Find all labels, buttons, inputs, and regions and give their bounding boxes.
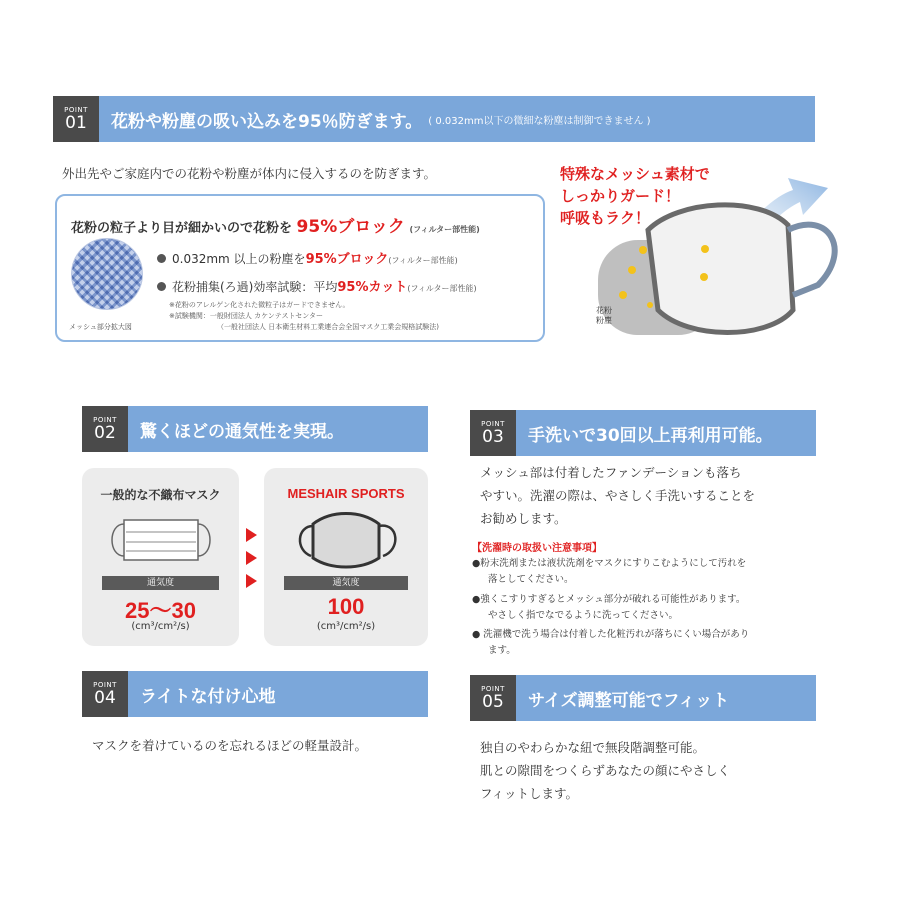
point-03-header xyxy=(470,410,816,456)
card-nonwoven-mask xyxy=(82,468,239,646)
point-04-body: マスクを着けているのを忘れるほどの軽量設計。 xyxy=(92,738,368,753)
bullet-pollen xyxy=(157,276,477,295)
callout-line-3: 呼吸もラク！ xyxy=(560,209,651,227)
point-04-badge xyxy=(82,671,128,717)
caution-2-line-a: ●強くこすりすぎるとメッシュ部分が破れる可能性があります。 xyxy=(472,594,746,605)
card-meshair xyxy=(264,468,428,646)
point-01-title-note: ( 0.032mm以下の微細な粉塵は制御できません ) xyxy=(428,115,651,127)
bullet-dot-icon xyxy=(157,254,166,263)
nonwoven-mask-icon xyxy=(106,508,216,570)
point-05-line-3: フィットします。 xyxy=(480,786,579,801)
point-word: POINT xyxy=(93,416,117,424)
meshair-mask-icon xyxy=(291,506,401,572)
pollen-label: 花粉 xyxy=(596,306,612,315)
point-word: POINT xyxy=(64,106,88,114)
card-meshair-value: 100 xyxy=(327,594,365,619)
caution-2-line-b: やさしく指でなでるように洗ってください。 xyxy=(488,610,679,621)
washing-caution-heading: 【洗濯時の取扱い注意事項】 xyxy=(472,543,602,554)
point-05-badge xyxy=(470,675,516,721)
bullet-dust-red: 95%ブロック xyxy=(305,252,389,267)
mesh-magnified-image xyxy=(71,238,143,310)
point-04-header xyxy=(82,671,428,717)
point-05-line-2: 肌との隙間をつくらずあなたの顔にやさしく xyxy=(480,763,731,778)
point-02-header xyxy=(82,406,428,452)
point-number: 04 xyxy=(94,688,116,708)
point-04-title: ライトな付け心地 xyxy=(140,686,276,707)
point-word: POINT xyxy=(481,685,505,693)
caution-3-line-a: ● 洗濯機で洗う場合は付着した化粧汚れが落ちにくい場合があり xyxy=(472,629,750,640)
callout-line-2: しっかりガード！ xyxy=(560,187,681,205)
note-allergen: ※花粉のアレルゲン化された微粒子はガードできません。 xyxy=(169,301,350,309)
arrow-right-icon xyxy=(246,551,257,565)
point-03-title: 手洗いで30回以上再利用可能。 xyxy=(528,425,773,446)
card-nonwoven-unit: (cm³/cm²/s) xyxy=(131,621,190,632)
filter-performance-box xyxy=(55,194,545,342)
card-nonwoven-band: 通気度 xyxy=(102,576,219,590)
callout-line-1: 特殊なメッシュ素材で xyxy=(560,165,710,183)
dust-label: 粉塵 xyxy=(596,316,612,325)
point-05-header xyxy=(470,675,816,721)
point-01-badge xyxy=(53,96,99,142)
bullet-dust-prefix: 0.032mm 以上の粉塵を xyxy=(172,252,306,266)
point-number: 05 xyxy=(482,692,504,712)
point-word: POINT xyxy=(93,681,117,689)
caution-item-1 xyxy=(472,556,817,588)
filter-head-prefix: 花粉の粒子より目が細かいので花粉を xyxy=(71,221,293,236)
point-03-line-3: お勧めします。 xyxy=(480,511,567,526)
caution-item-3 xyxy=(472,627,817,659)
mesh-callout xyxy=(560,163,710,229)
filter-head-red: 95%ブロック xyxy=(296,217,405,237)
point-05-line-1: 独自のやわらかな紐で無段階調整可能。 xyxy=(480,740,706,755)
point-01-title: 花粉や粉塵の吸い込みを95％防ぎます。 xyxy=(111,111,423,132)
card-meshair-unit: (cm³/cm²/s) xyxy=(316,621,376,632)
note-test-standard: （一般社団法人 日本衛生材料工業連合会全国マスク工業会規格試験法) xyxy=(217,323,439,331)
bullet-dot-icon xyxy=(157,282,166,291)
caution-item-2 xyxy=(472,592,817,624)
caution-1-line-b: 落としてください。 xyxy=(488,574,574,585)
note-test-org: ※試験機関：一般財団法人 カケンテストセンター xyxy=(169,312,323,320)
point-05-body xyxy=(480,736,730,805)
bullet-dust-note: (フィルター部性能) xyxy=(388,256,458,265)
arrow-right-icon xyxy=(246,574,257,588)
point-05-title: サイズ調整可能でフィット xyxy=(528,690,730,711)
pollen-dust-label xyxy=(596,306,616,326)
point-word: POINT xyxy=(481,420,505,428)
card-meshair-title: MESHAIR SPORTS xyxy=(287,486,405,501)
caution-3-line-b: ます。 xyxy=(488,645,516,656)
filter-box-heading xyxy=(71,212,480,237)
point-01-intro: 外出先やご家庭内での花粉や粉塵が体内に侵入するのを防ぎます。 xyxy=(62,166,437,181)
mesh-magnified-label: メッシュ部分拡大図 xyxy=(69,323,132,331)
arrow-right-icon xyxy=(246,528,257,542)
point-number: 02 xyxy=(94,423,116,443)
bullet-pollen-prefix: 花粉捕集(ろ過)効率試験：平均 xyxy=(172,280,338,294)
mask-ear-loop xyxy=(788,225,835,295)
card-meshair-band: 通気度 xyxy=(284,576,408,590)
caution-1-line-a: ●粉末洗剤または液状洗剤をマスクにすりこむようにして汚れを xyxy=(472,558,747,569)
bullet-pollen-red: 95%カット xyxy=(337,280,408,295)
card-nonwoven-title: 一般的な不織布マスク xyxy=(100,488,221,502)
point-03-body xyxy=(480,461,755,530)
point-03-line-1: メッシュ部は付着したファンデーションも落ち xyxy=(480,465,742,480)
filter-head-note: (フィルター部性能) xyxy=(409,225,480,234)
point-03-badge xyxy=(470,410,516,456)
bullet-dust xyxy=(157,248,458,267)
bullet-pollen-note: (フィルター部性能) xyxy=(407,284,477,293)
point-02-title: 驚くほどの通気性を実現。 xyxy=(140,421,344,442)
point-02-badge xyxy=(82,406,128,452)
point-number: 01 xyxy=(65,113,87,133)
point-03-line-2: やすい。洗濯の際は、やさしく手洗いすることを xyxy=(480,488,756,503)
point-number: 03 xyxy=(482,427,504,447)
card-nonwoven-value: 25〜30 xyxy=(125,598,196,623)
point-01-header xyxy=(53,96,815,142)
